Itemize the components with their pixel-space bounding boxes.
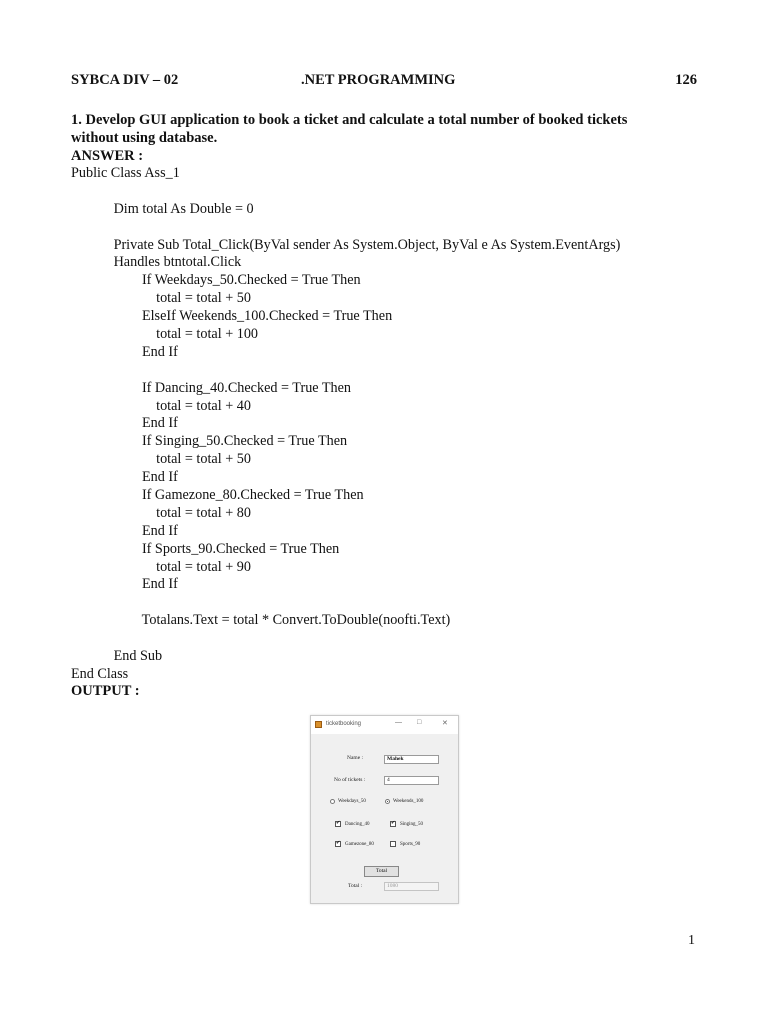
check-gamezone[interactable] bbox=[335, 841, 374, 847]
radio-weekends[interactable] bbox=[385, 799, 423, 804]
code-line: If Singing_50.Checked = True Then bbox=[71, 433, 348, 450]
question-text bbox=[71, 111, 671, 147]
question-line-1: 1. Develop GUI application to book a ticket and calculate a total number of booked tickets bbox=[71, 112, 628, 128]
total-label: Total : bbox=[348, 883, 363, 889]
code-line bbox=[71, 183, 711, 201]
code-line: total = total + 50 bbox=[71, 451, 251, 468]
minimize-icon[interactable]: — bbox=[395, 719, 402, 726]
checkbox-checked-icon: ✔ bbox=[336, 841, 341, 846]
check-sports-label: Sports_90 bbox=[400, 841, 421, 847]
total-button[interactable]: Total bbox=[364, 866, 399, 877]
app-icon bbox=[315, 721, 322, 728]
code-line bbox=[71, 219, 711, 237]
name-input[interactable]: Mahek bbox=[384, 755, 439, 764]
code-line: Dim total As Double = 0 bbox=[71, 200, 254, 217]
code-line: total = total + 100 bbox=[71, 326, 259, 343]
code-line: End If bbox=[71, 415, 178, 432]
check-dancing-label: Dancing_40 bbox=[345, 821, 370, 827]
check-sports[interactable] bbox=[390, 841, 420, 847]
code-line: Public Class Ass_1 bbox=[71, 165, 180, 181]
tickets-label: No of tickets : bbox=[334, 777, 366, 783]
name-label: Name : bbox=[347, 755, 364, 761]
code-line: If Dancing_40.Checked = True Then bbox=[71, 379, 352, 396]
output-label: OUTPUT : bbox=[71, 683, 140, 699]
course-label: SYBCA DIV – 02 bbox=[71, 72, 179, 88]
code-line: Private Sub Total_Click(ByVal sender As System.Object, ByVal e As System.EventArgs) bbox=[71, 236, 621, 253]
page-header bbox=[71, 72, 697, 92]
question-line-2: without using database. bbox=[71, 130, 218, 146]
code-line: End If bbox=[71, 576, 178, 593]
code-line: If Gamezone_80.Checked = True Then bbox=[71, 487, 364, 504]
code-line: Totalans.Text = total * Convert.ToDouble(noofti.Text) bbox=[71, 612, 451, 629]
check-gamezone-label: Gamezone_80 bbox=[345, 841, 374, 847]
answer-label: ANSWER : bbox=[71, 148, 144, 164]
code-line: total = total + 90 bbox=[71, 558, 251, 575]
code-line: End If bbox=[71, 343, 178, 360]
code-line: Handles btntotal.Click bbox=[71, 254, 242, 271]
radio-weekdays[interactable] bbox=[330, 799, 366, 804]
radio-weekdays-label: Weekdays_50 bbox=[338, 799, 366, 804]
code-line bbox=[71, 362, 711, 380]
checkbox-icon bbox=[390, 841, 396, 847]
code-line: End Sub bbox=[71, 648, 163, 665]
code-block bbox=[71, 165, 711, 684]
window-titlebar bbox=[311, 716, 458, 734]
checkbox-checked-icon: ✔ bbox=[391, 821, 396, 826]
maximize-icon[interactable]: □ bbox=[417, 719, 422, 726]
subject-title: .NET PROGRAMMING bbox=[301, 72, 456, 88]
window-title: ticketbooking bbox=[326, 721, 362, 727]
roll-number: 126 bbox=[675, 72, 697, 88]
code-line: End If bbox=[71, 522, 178, 539]
code-line: End If bbox=[71, 469, 178, 486]
code-line: End Class bbox=[71, 665, 129, 682]
code-line bbox=[71, 594, 711, 612]
code-line: If Weekdays_50.Checked = True Then bbox=[71, 272, 361, 289]
total-output: 1080 bbox=[384, 882, 439, 891]
code-line: total = total + 80 bbox=[71, 504, 251, 521]
code-line: total = total + 40 bbox=[71, 397, 251, 414]
checkbox-checked-icon: ✔ bbox=[336, 821, 341, 826]
code-line bbox=[71, 630, 711, 648]
radio-icon bbox=[330, 799, 335, 804]
tickets-input[interactable]: 4 bbox=[384, 776, 439, 785]
page-number: 1 bbox=[688, 933, 695, 948]
code-line: ElseIf Weekends_100.Checked = True Then bbox=[71, 308, 393, 325]
code-line: total = total + 50 bbox=[71, 290, 251, 307]
close-icon[interactable]: ✕ bbox=[442, 720, 448, 727]
code-line: If Sports_90.Checked = True Then bbox=[71, 540, 340, 557]
check-singing-label: Singing_50 bbox=[400, 821, 424, 827]
check-singing[interactable] bbox=[390, 821, 423, 827]
check-dancing[interactable] bbox=[335, 821, 369, 827]
radio-selected-icon bbox=[385, 799, 390, 804]
radio-weekends-label: Weekends_100 bbox=[393, 799, 424, 804]
